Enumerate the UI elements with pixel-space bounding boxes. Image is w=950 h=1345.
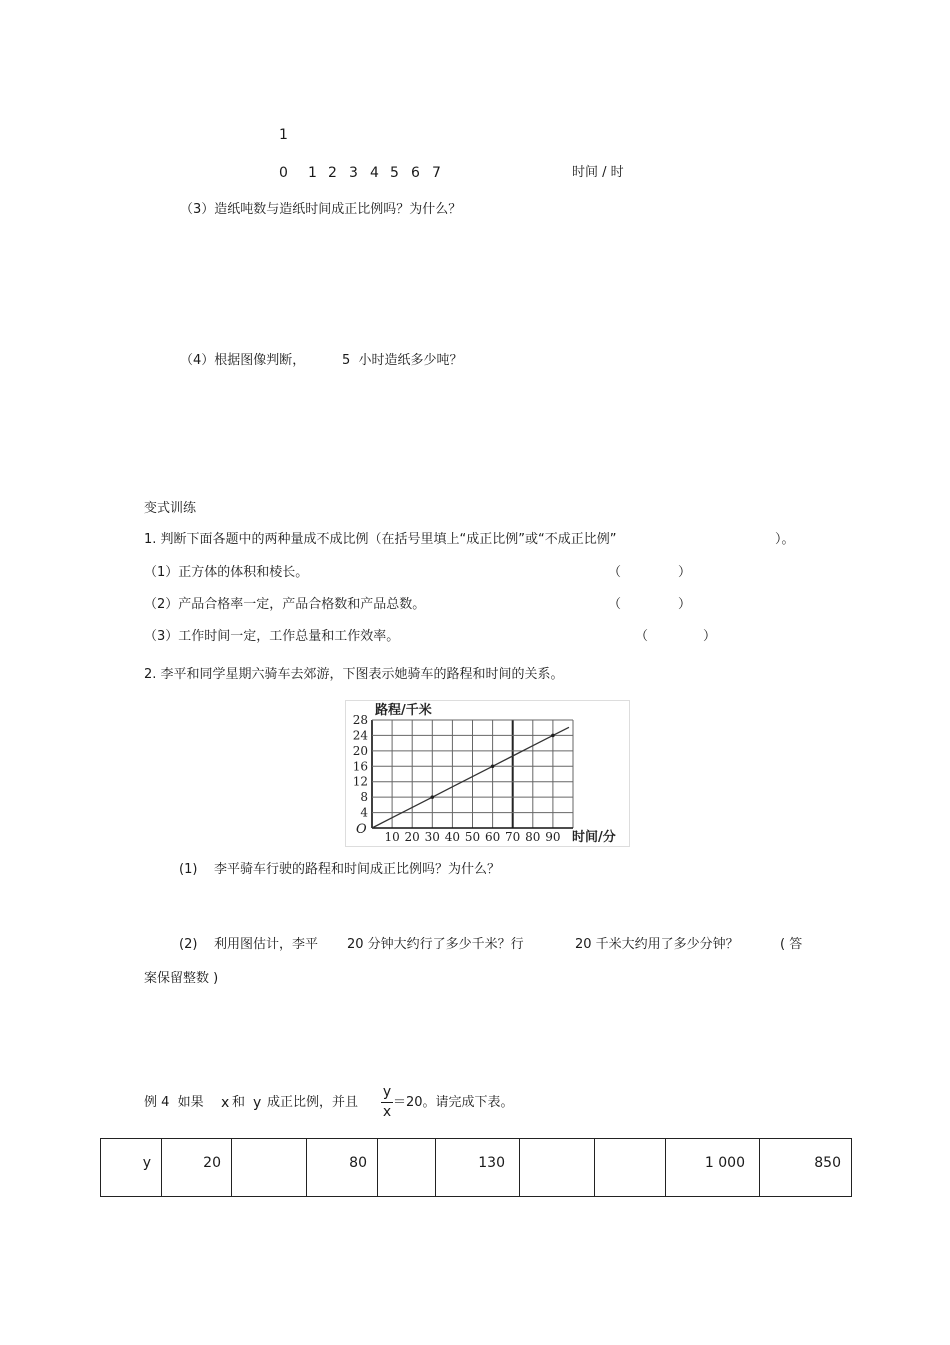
table-cell-blank[interactable] bbox=[595, 1139, 666, 1197]
table-cell: 20 bbox=[162, 1139, 232, 1197]
question-4-part-b: 5 小时造纸多少吨？ bbox=[342, 353, 463, 368]
x-tick-label: 50 bbox=[464, 830, 481, 844]
top-axis-x-label: 时间 / 时 bbox=[572, 165, 624, 180]
data-point bbox=[551, 734, 555, 738]
y-tick-label: 4 bbox=[360, 805, 368, 820]
top-axis-x-tick: 5 bbox=[390, 165, 399, 181]
top-axis-y-tick: 1 bbox=[279, 127, 288, 143]
table-cell: 1 000 bbox=[666, 1139, 760, 1197]
table-row bbox=[101, 1139, 852, 1197]
x-tick-label: 40 bbox=[444, 830, 461, 844]
top-axis-x-tick: 1 bbox=[308, 165, 317, 181]
answer-paren-right: ） bbox=[678, 565, 692, 580]
proportion-table bbox=[100, 1138, 852, 1197]
x-tick-label: 70 bbox=[505, 830, 521, 844]
x-tick-label: 80 bbox=[525, 830, 541, 844]
example-4-var-y: y bbox=[253, 1095, 262, 1111]
top-axis-x-tick: 0 bbox=[279, 165, 288, 181]
judge-item-2: （2）产品合格率一定，产品合格数和产品总数。 bbox=[144, 597, 426, 612]
example-4-statement: 成正比例，并且 bbox=[267, 1095, 359, 1110]
variant-problem-1-end: ）。 bbox=[775, 532, 795, 547]
answer-paren-left: （ bbox=[608, 597, 622, 612]
data-point bbox=[491, 764, 495, 768]
top-axis-x-tick: 4 bbox=[370, 165, 379, 181]
chart-question-2-part-b: 20 分钟大约行了多少千米？行 bbox=[347, 937, 524, 952]
question-4-part-a: （4）根据图像判断， bbox=[180, 353, 306, 368]
x-tick-label: 20 bbox=[404, 830, 420, 844]
example-4-intro: 例 4 如果 bbox=[144, 1095, 204, 1110]
y-tick-label: 28 bbox=[352, 713, 368, 727]
table-cell-blank[interactable] bbox=[520, 1139, 595, 1197]
fraction-numerator: y bbox=[382, 1084, 392, 1100]
top-axis-x-tick: 3 bbox=[349, 165, 358, 181]
answer-paren-left: （ bbox=[635, 629, 649, 644]
fraction-bar bbox=[381, 1102, 393, 1103]
example-4-and: 和 bbox=[232, 1095, 246, 1110]
x-tick-label: 90 bbox=[545, 830, 561, 844]
y-tick-label: 12 bbox=[352, 774, 368, 789]
question-3: （3）造纸吨数与造纸时间成正比例吗？为什么？ bbox=[180, 202, 462, 217]
example-4-condition: ＝20。请完成下表。 bbox=[393, 1095, 514, 1110]
example-4-var-x: x bbox=[221, 1095, 230, 1111]
x-tick-label: 10 bbox=[384, 830, 400, 844]
data-point bbox=[431, 795, 435, 799]
chart-question-2-part-c: 20 千米大约用了多少分钟？ bbox=[575, 937, 739, 952]
chart-y-axis-label: 路程/千米 bbox=[375, 703, 432, 718]
chart-question-2-continuation: 案保留整数 ) bbox=[144, 971, 219, 986]
top-axis-x-tick: 6 bbox=[411, 165, 420, 181]
variant-problem-2: 2. 李平和同学星期六骑车去郊游，下图表示她骑车的路程和时间的关系。 bbox=[144, 667, 564, 682]
table-cell-blank[interactable] bbox=[232, 1139, 307, 1197]
answer-paren-right: ） bbox=[678, 597, 692, 612]
variant-problem-1: 1. 判断下面各题中的两种量成不成比例（在括号里填上“成正比例”或“不成正比例” bbox=[144, 532, 617, 547]
answer-paren-right: ） bbox=[703, 629, 717, 644]
x-tick-label: 30 bbox=[424, 830, 440, 844]
chart-question-2-part-a: (2) 利用图估计，李平 bbox=[179, 937, 318, 952]
fraction-y-over-x bbox=[381, 1084, 393, 1122]
top-axis-x-tick: 7 bbox=[432, 165, 441, 181]
chart-origin-label: O bbox=[356, 822, 367, 837]
y-tick-label: 20 bbox=[352, 743, 368, 758]
table-cell: 130 bbox=[436, 1139, 520, 1197]
chart-question-2-part-d: ( 答 bbox=[780, 937, 803, 952]
table-cell-blank[interactable] bbox=[378, 1139, 436, 1197]
table-cell: 850 bbox=[760, 1139, 852, 1197]
chart-x-axis-label: 时间/分 bbox=[572, 830, 616, 845]
y-tick-label: 8 bbox=[360, 790, 368, 805]
top-axis-x-tick: 2 bbox=[328, 165, 337, 181]
fraction-denominator: x bbox=[382, 1104, 392, 1120]
chart-question-1: (1) 李平骑车行驶的路程和时间成正比例吗？为什么？ bbox=[179, 862, 500, 877]
judge-item-3: （3）工作时间一定，工作总量和工作效率。 bbox=[144, 629, 400, 644]
answer-paren-left: （ bbox=[608, 565, 622, 580]
table-cell-header: y bbox=[101, 1139, 162, 1197]
table-cell: 80 bbox=[307, 1139, 378, 1197]
distance-time-chart bbox=[345, 700, 630, 847]
y-tick-label: 24 bbox=[352, 728, 368, 743]
x-tick-label: 60 bbox=[484, 830, 501, 844]
y-tick-label: 16 bbox=[352, 759, 368, 774]
judge-item-1: （1）正方体的体积和棱长。 bbox=[144, 565, 309, 580]
variant-title: 变式训练 bbox=[144, 501, 197, 516]
